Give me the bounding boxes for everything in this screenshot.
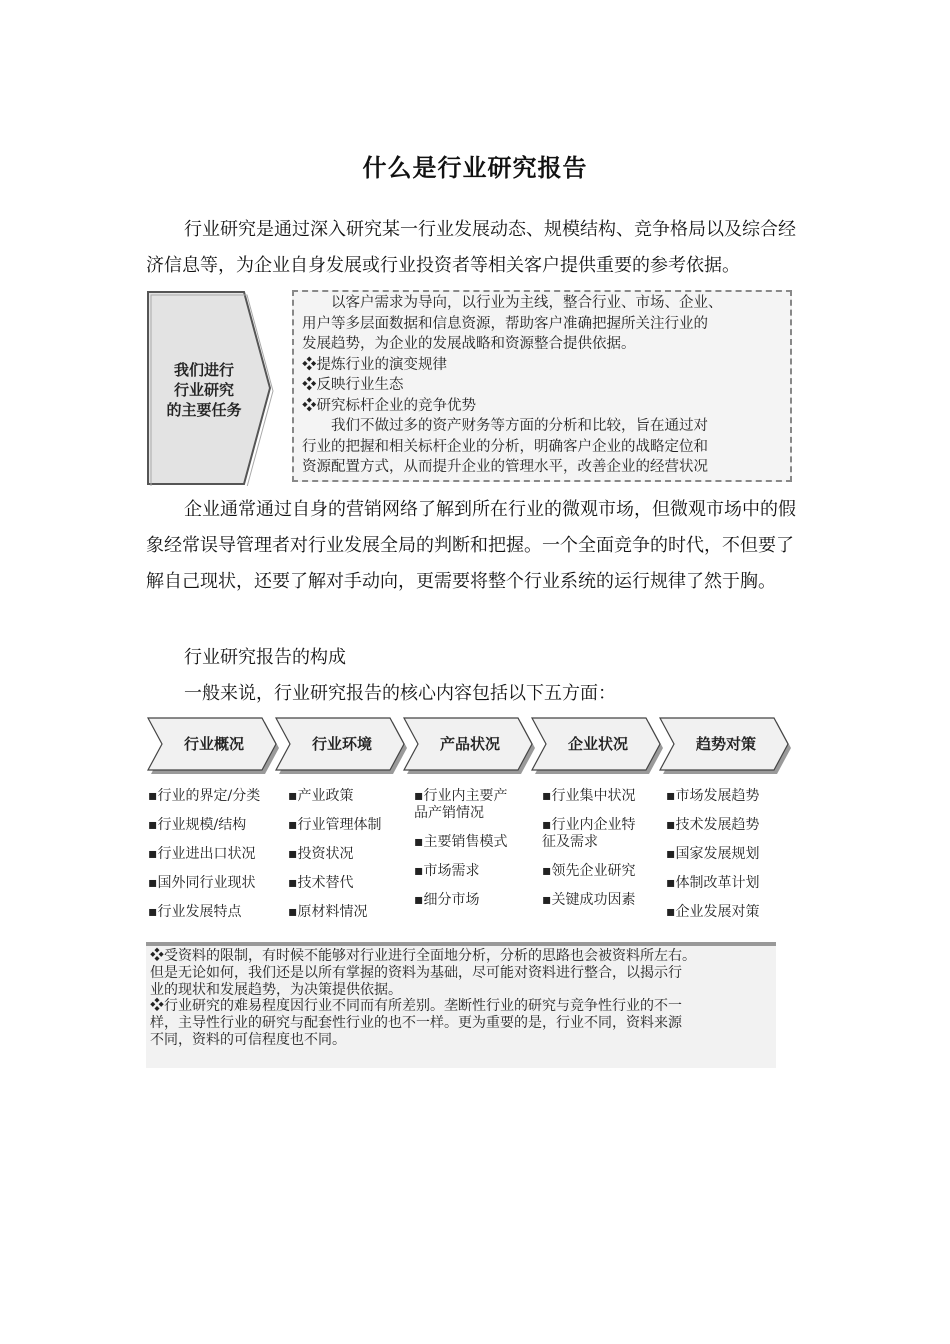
content-column xyxy=(148,788,280,933)
note-line: ❖行业研究的难易程度因行业不同而有所差别。垄断性行业的研究与竞争性行业的不一 xyxy=(150,998,682,1015)
column-item-line: ▪技术发展趋势 xyxy=(666,817,760,833)
task-label xyxy=(152,360,256,420)
task-label-line: 我们进行 xyxy=(173,361,234,379)
column-item-line: ▪关键成功因素 xyxy=(542,892,636,908)
column-item-line: ▪行业规模/结构 xyxy=(148,817,247,833)
section-heading: 行业研究报告的构成 xyxy=(184,647,346,668)
task-description-text xyxy=(302,293,788,478)
column-item xyxy=(288,817,420,834)
column-item-line: ▪行业的界定/分类 xyxy=(148,788,261,804)
chevron-label: 趋势对策 xyxy=(695,735,757,753)
content-chevron-row xyxy=(146,716,806,776)
column-item-line: ▪体制改革计划 xyxy=(666,875,760,891)
task-text-line: ❖研究标杆企业的竞争优势 xyxy=(302,397,476,414)
chevron-label: 产品状况 xyxy=(439,735,501,753)
chevron-label: 行业环境 xyxy=(311,735,373,753)
task-text-line: 行业的把握和相关标杆企业的分析，明确客户企业的战略定位和 xyxy=(302,438,708,455)
column-item xyxy=(666,875,798,892)
column-item-line: ▪行业发展特点 xyxy=(148,904,242,920)
column-item-line: ▪主要销售模式 xyxy=(414,834,508,850)
column-item xyxy=(414,834,546,851)
column-item xyxy=(666,788,798,805)
column-item xyxy=(666,904,798,921)
content-column xyxy=(414,788,546,921)
column-item-line: ▪国家发展规划 xyxy=(666,846,760,862)
column-item-line: ▪细分市场 xyxy=(414,892,480,908)
column-item-line: ▪原材料情况 xyxy=(288,904,368,920)
column-item xyxy=(414,892,546,909)
column-item-line: ▪市场发展趋势 xyxy=(666,788,760,804)
column-item-line: 征及需求 xyxy=(542,834,598,850)
note-text xyxy=(150,948,772,1049)
column-item xyxy=(148,817,280,834)
chevron-label: 企业状况 xyxy=(567,735,629,753)
task-text-line: 资源配置方式，从而提升企业的管理水平，改善企业的经营状况 xyxy=(302,459,708,475)
column-item-line: ▪行业进出口状况 xyxy=(148,846,256,862)
column-item xyxy=(288,846,420,863)
column-item xyxy=(288,875,420,892)
column-item-line: ▪投资状况 xyxy=(288,846,354,862)
task-text-line: ❖反映行业生态 xyxy=(302,377,404,393)
column-item-line: ▪领先企业研究 xyxy=(542,863,636,879)
intro-paragraph: 行业研究是通过深入研究某一行业发展动态、规模结构、竞争格局以及综合经济信息等，为企业自身发展或行业投资者等相关客户提供重要的参考依据。 xyxy=(146,219,796,276)
content-column xyxy=(666,788,798,933)
note-line: ❖受资料的限制，有时候不能够对行业进行全面地分析，分析的思路也会被资料所左右。 xyxy=(150,948,696,964)
column-item-line: ▪行业内企业特 xyxy=(542,817,636,833)
task-text-line: ❖提炼行业的演变规律 xyxy=(302,356,447,373)
column-item-line: ▪行业管理体制 xyxy=(288,817,382,833)
content-column xyxy=(542,788,674,921)
column-item xyxy=(542,788,674,805)
column-item-line: ▪行业内主要产 xyxy=(414,788,508,804)
note-line: 不同，资料的可信程度也不同。 xyxy=(150,1031,346,1048)
column-item xyxy=(288,788,420,805)
column-item xyxy=(148,788,280,805)
column-item xyxy=(148,846,280,863)
column-item-line: ▪国外同行业现状 xyxy=(148,875,256,891)
section-intro: 一般来说，行业研究报告的核心内容包括以下五方面： xyxy=(184,683,616,704)
column-item xyxy=(148,904,280,921)
column-item-line: ▪技术替代 xyxy=(288,875,354,891)
column-item-line: ▪市场需求 xyxy=(414,863,480,879)
content-column xyxy=(288,788,420,933)
column-item-line: 品产销情况 xyxy=(414,805,484,821)
chevron-label: 行业概况 xyxy=(183,735,245,753)
column-item xyxy=(542,892,674,909)
column-item xyxy=(148,875,280,892)
column-item xyxy=(414,788,546,822)
task-text-line: 以客户需求为导向，以行业为主线，整合行业、市场、企业、 xyxy=(302,295,723,311)
note-line: 样，主导性行业的研究与配套性行业的也不一样。更为重要的是，行业不同，资料来源 xyxy=(150,1015,682,1032)
task-label-line: 的主要任务 xyxy=(166,401,242,419)
note-line: 业的现状和发展趋势，为决策提供依据。 xyxy=(150,981,402,998)
note-line: 但是无论如何，我们还是以所有掌握的资料为基础，尽可能对资料进行整合，以揭示行 xyxy=(150,964,682,981)
page-title: 什么是行业研究报告 xyxy=(362,154,588,182)
task-label-line: 行业研究 xyxy=(173,381,234,399)
market-paragraph: 企业通常通过自身的营销网络了解到所在行业的微观市场，但微观市场中的假象经常误导管理者对行业发展全局的判断和把握。一个全面竞争的时代，不但要了解自己现状，还要了解对手动向，更需要将整个行业系统的运行规律了然于胸。 xyxy=(146,499,796,592)
column-item-line: ▪行业集中状况 xyxy=(542,788,636,804)
column-item xyxy=(414,863,546,880)
column-item xyxy=(288,904,420,921)
column-item xyxy=(542,863,674,880)
column-item-line: ▪产业政策 xyxy=(288,788,354,804)
column-item xyxy=(542,817,674,851)
task-text-line: 用户等多层面数据和信息资源，帮助客户准确把握所关注行业的 xyxy=(302,315,708,332)
task-text-line: 发展趋势，为企业的发展战略和资源整合提供依据。 xyxy=(302,336,636,352)
column-item xyxy=(666,846,798,863)
column-item xyxy=(666,817,798,834)
column-item-line: ▪企业发展对策 xyxy=(666,904,760,920)
task-text-line: 我们不做过多的资产财务等方面的分析和比较，旨在通过对 xyxy=(302,418,708,434)
